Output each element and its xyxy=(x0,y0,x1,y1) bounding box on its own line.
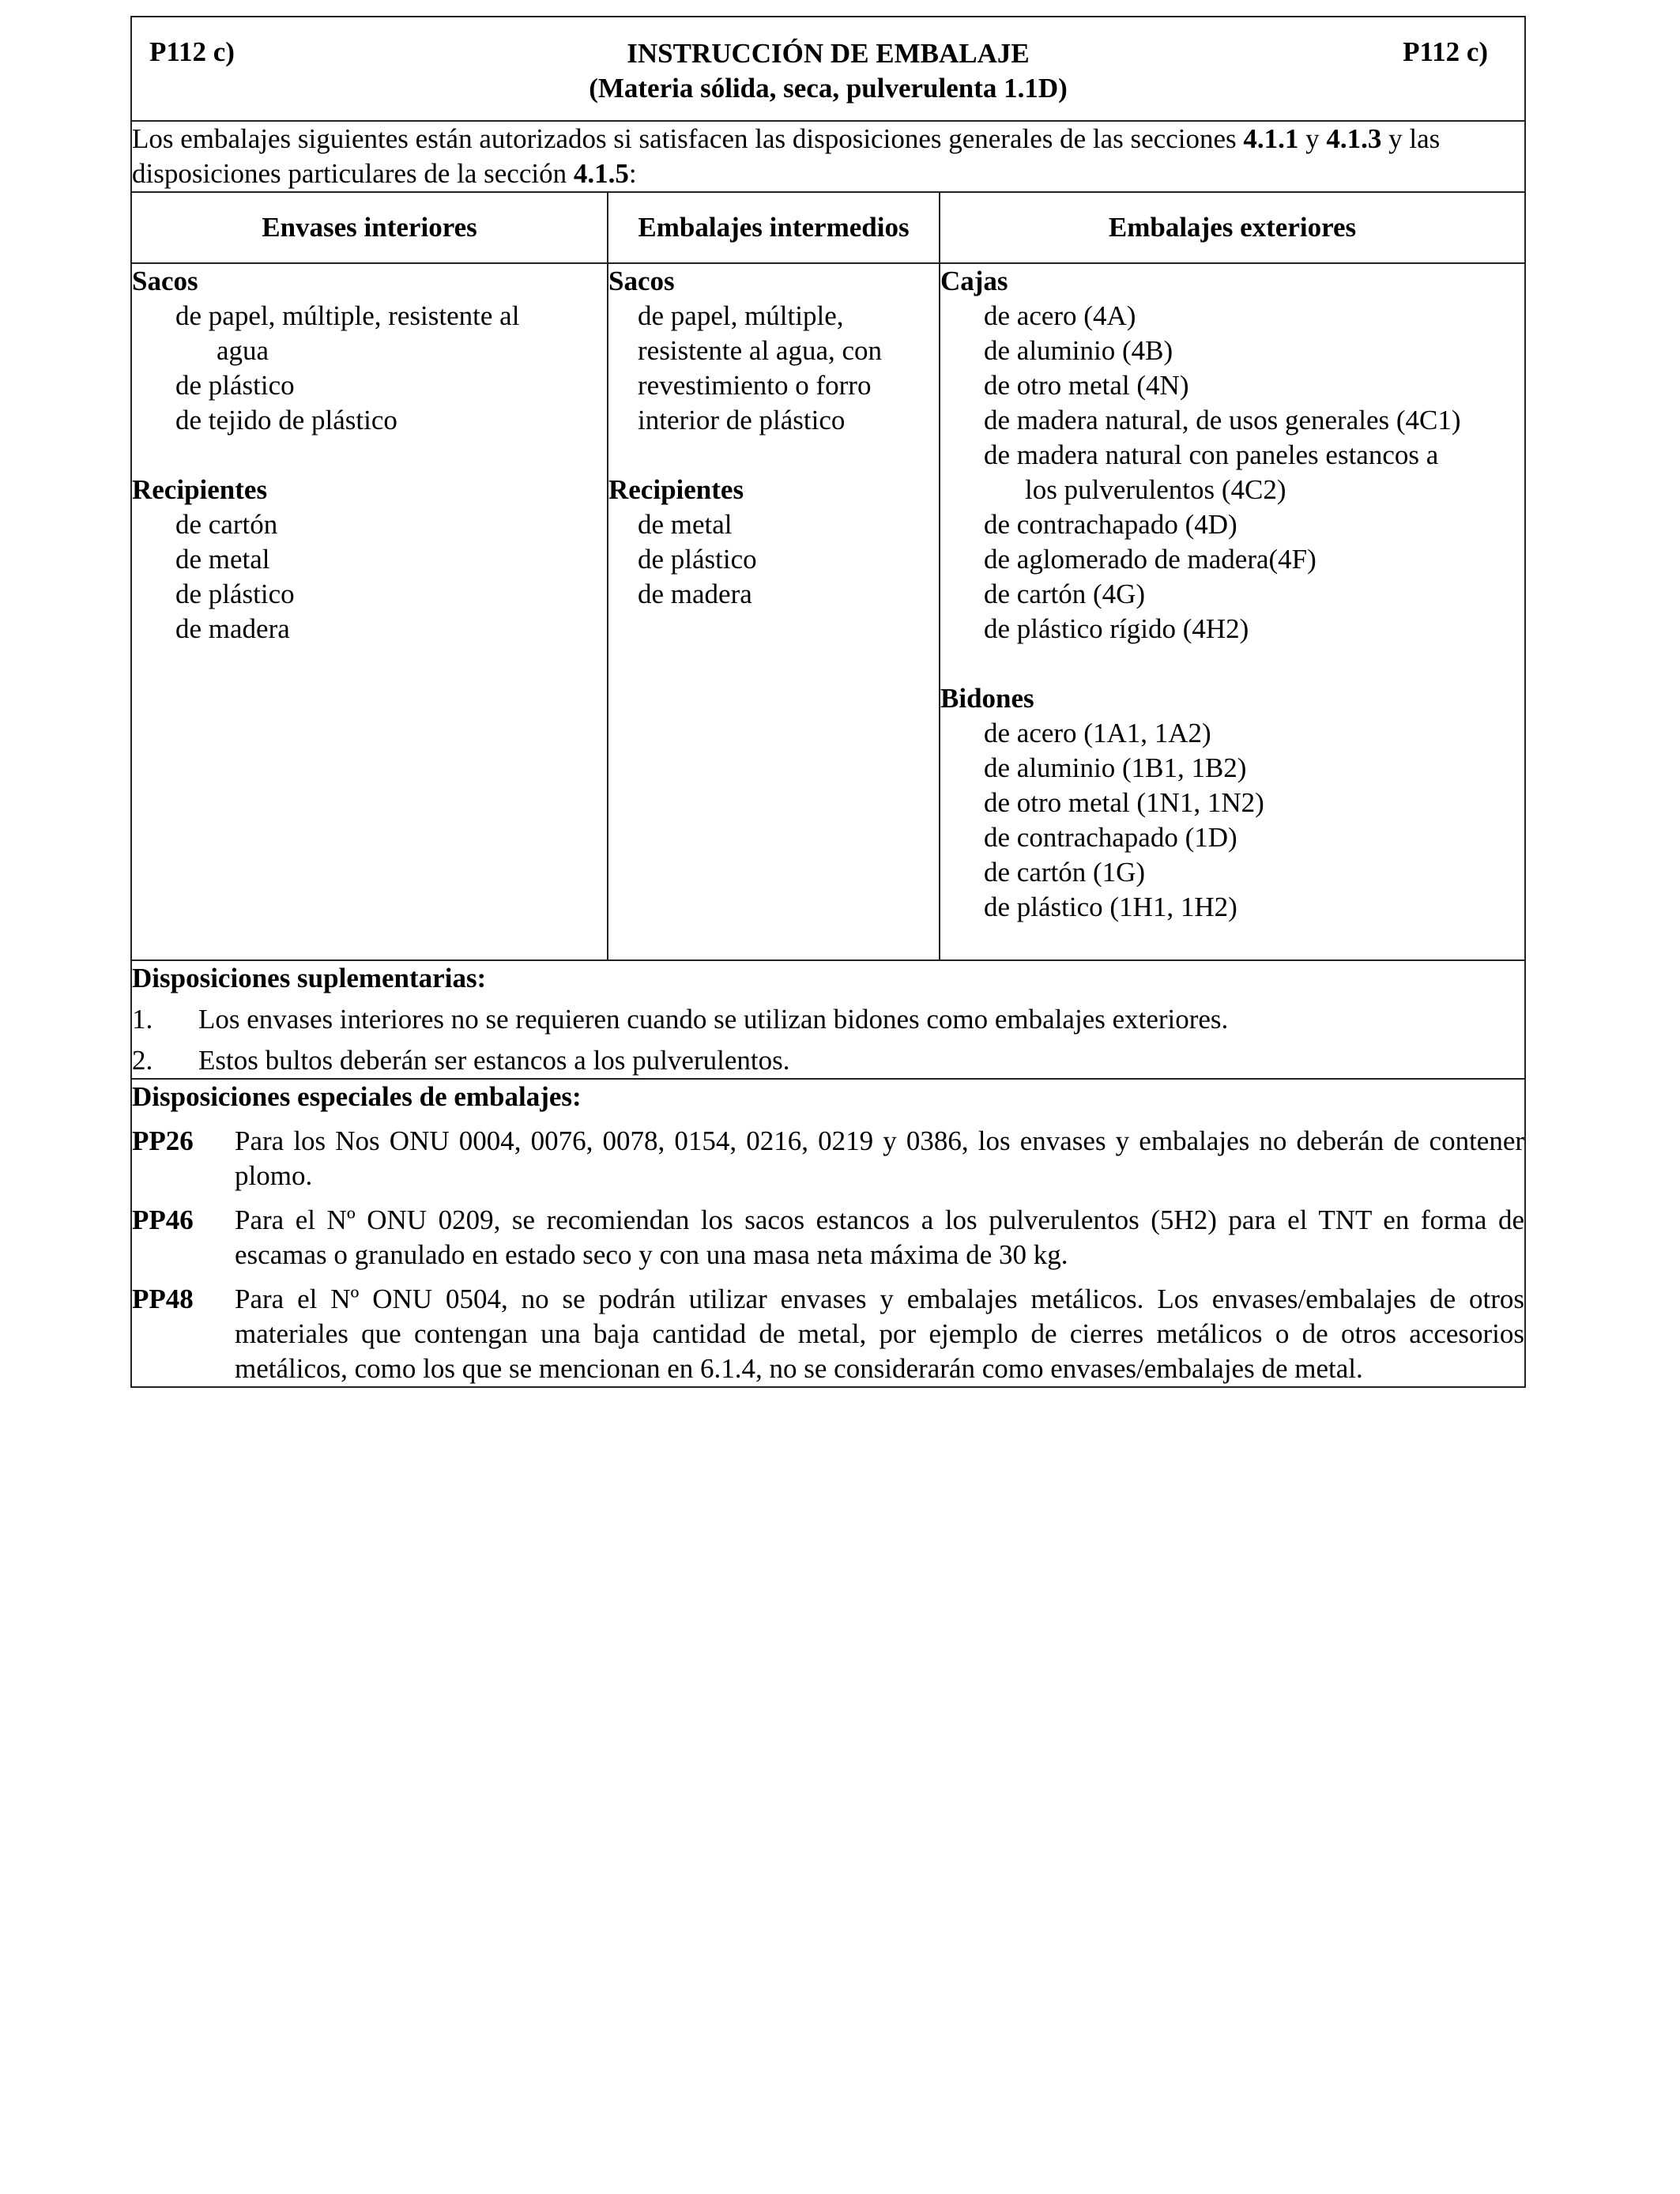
column-header-inner: Envases interiores xyxy=(131,192,608,263)
special-packing-provisions xyxy=(131,1079,1525,1387)
inner-packagings-cell xyxy=(131,263,608,960)
list-item: de cartón (4G) xyxy=(984,579,1146,609)
provision-text: Para el Nº ONU 0209, se recomiendan los sacos estancos a los pulverulentos (5H2) para el TNT en forma de escamas o granulado en estado seco y con una masa neta máxima de 30 kg. xyxy=(235,1204,1525,1270)
provision-code: PP46 xyxy=(132,1204,194,1235)
document-title: INSTRUCCIÓN DE EMBALAJE xyxy=(627,38,1030,69)
packing-instruction-document xyxy=(130,16,1524,1388)
list-item: de acero (4A) xyxy=(984,300,1136,331)
intro-text-2: y xyxy=(1298,123,1327,154)
list-item: de tejido de plástico xyxy=(175,405,397,435)
special-title: Disposiciones especiales de embalajes: xyxy=(132,1081,582,1112)
supplementary-title: Disposiciones suplementarias: xyxy=(132,963,487,993)
group-title: Sacos xyxy=(608,266,675,296)
list-item: resistente al agua, con xyxy=(638,335,883,366)
list-item: de otro metal (4N) xyxy=(984,370,1189,401)
instruction-code-left: P112 c) xyxy=(149,36,235,67)
intro-paragraph xyxy=(131,121,1525,192)
list-item: interior de plástico xyxy=(638,405,846,435)
supplementary-item xyxy=(132,1002,1524,1037)
intermediate-packagings-cell xyxy=(608,263,940,960)
list-item: de plástico xyxy=(175,579,295,609)
group-bidones-outer xyxy=(940,681,1524,925)
special-provision xyxy=(132,1282,1524,1386)
list-item: de papel, múltiple, resistente al agua xyxy=(175,300,520,366)
group-recipientes-inner xyxy=(132,473,607,647)
section-ref-411: 4.1.1 xyxy=(1243,123,1299,154)
list-item: de metal xyxy=(175,544,270,575)
list-item: de plástico xyxy=(638,544,757,575)
group-title: Bidones xyxy=(940,683,1034,714)
document-subtitle: (Materia sólida, seca, pulverulenta 1.1D) xyxy=(589,73,1068,104)
list-item: de otro metal (1N1, 1N2) xyxy=(984,787,1264,818)
group-sacos-intermediate xyxy=(608,264,939,438)
group-title: Recipientes xyxy=(132,474,268,505)
list-item: revestimiento o forro xyxy=(638,370,872,401)
list-item: de madera natural con paneles estancos a los pulverulentos (4C2) xyxy=(984,439,1439,505)
list-item: de madera natural, de usos generales (4C1) xyxy=(984,405,1461,435)
group-title: Cajas xyxy=(940,266,1008,296)
group-recipientes-intermediate xyxy=(608,473,939,612)
column-header-outer: Embalajes exteriores xyxy=(940,192,1525,263)
group-title: Sacos xyxy=(132,266,198,296)
list-item: de aluminio (1B1, 1B2) xyxy=(984,752,1247,783)
special-provision xyxy=(132,1203,1524,1272)
supplementary-item xyxy=(132,1043,1524,1078)
list-item: de papel, múltiple, xyxy=(638,300,844,331)
list-item: de aglomerado de madera(4F) xyxy=(984,544,1317,575)
outer-packagings-cell xyxy=(940,263,1525,960)
provision-code: PP26 xyxy=(132,1125,194,1156)
section-ref-413: 4.1.3 xyxy=(1326,123,1382,154)
special-provision xyxy=(132,1124,1524,1193)
instruction-code-right: P112 c) xyxy=(1403,36,1489,67)
item-number: 1. xyxy=(132,1004,153,1035)
list-item: de cartón (1G) xyxy=(984,857,1146,888)
group-title: Recipientes xyxy=(608,474,744,505)
intro-text-1: Los embalajes siguientes están autorizados si satisfacen las disposiciones generales de las secciones xyxy=(132,123,1244,154)
list-item: de plástico (1H1, 1H2) xyxy=(984,892,1237,922)
provision-code: PP48 xyxy=(132,1284,194,1314)
column-header-intermediate: Embalajes intermedios xyxy=(608,192,940,263)
group-sacos-inner xyxy=(132,264,607,438)
packing-instruction-table xyxy=(130,16,1526,1388)
item-text: Estos bultos deberán ser estancos a los pulverulentos. xyxy=(198,1045,790,1076)
list-item: de metal xyxy=(638,509,733,540)
supplementary-provisions xyxy=(131,960,1525,1079)
list-item: de madera xyxy=(175,613,290,644)
list-item: de contrachapado (4D) xyxy=(984,509,1237,540)
section-ref-415: 4.1.5 xyxy=(573,158,629,189)
provision-text: Para el Nº ONU 0504, no se podrán utilizar envases y embalajes metálicos. Los envases/embalajes de otros materiales que contengan una baja cantidad de metal, por ejemplo de cierres metálicos o de otros accesorios metálicos, como los que se mencionan en 6.1.4, no se considerarán como envases/embalajes de metal. xyxy=(235,1284,1525,1384)
list-item: de aluminio (4B) xyxy=(984,335,1173,366)
list-item: de cartón xyxy=(175,509,278,540)
list-item: de acero (1A1, 1A2) xyxy=(984,718,1211,748)
intro-text-4: : xyxy=(628,158,637,189)
header-cell xyxy=(131,17,1525,121)
item-number: 2. xyxy=(132,1045,153,1076)
group-cajas-outer xyxy=(940,264,1524,647)
list-item: de plástico rígido (4H2) xyxy=(984,613,1249,644)
item-text: Los envases interiores no se requieren cuando se utilizan bidones como embalajes exteriores. xyxy=(198,1004,1229,1035)
list-item: de contrachapado (1D) xyxy=(984,822,1237,853)
provision-text: Para los Nos ONU 0004, 0076, 0078, 0154, 0216, 0219 y 0386, los envases y embalajes no deberán de contener plomo. xyxy=(235,1125,1525,1191)
list-item: de madera xyxy=(638,579,752,609)
list-item: de plástico xyxy=(175,370,295,401)
intro-text-3: y las disposiciones particulares de la sección xyxy=(132,123,1441,189)
